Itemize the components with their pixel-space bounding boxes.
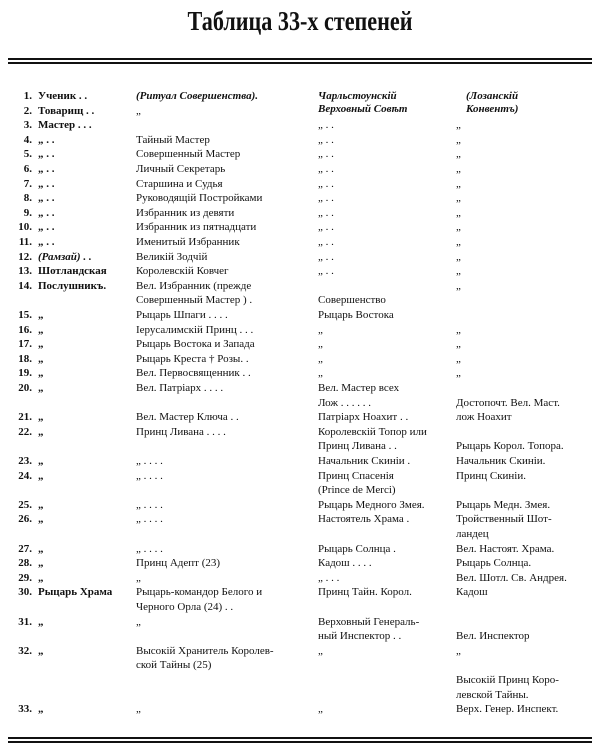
charleston-council-cell: „ . . <box>318 206 334 219</box>
charleston-council-cell: „ . . <box>318 265 334 278</box>
degree-number: 11. <box>18 236 32 248</box>
lausanne-convent-cell: Верх. Генер. Инспект. <box>456 703 559 716</box>
charleston-council-cell: Патріарх Ноахит . . <box>318 411 409 424</box>
lausanne-convent-cell: „ <box>456 265 461 278</box>
charleston-council-cell: Лож . . . . . . <box>318 396 372 409</box>
degree-number: 20. <box>18 382 32 394</box>
charleston-council-cell: „ . . <box>318 221 334 234</box>
lausanne-convent-cell: Тройственный Шот- <box>456 513 552 526</box>
perfection-rite-cell: Руководящій Постройками <box>136 192 263 205</box>
craft-degree-cell: „ <box>38 338 44 351</box>
craft-degree-cell: Шотландская <box>38 265 107 278</box>
lausanne-convent-cell: Вел. Шотл. Св. Андрея. <box>456 571 567 584</box>
charleston-council-cell: (Prince de Merci) <box>318 484 396 497</box>
degree-number: 21. <box>18 411 32 424</box>
perfection-rite-cell: „ <box>136 703 141 716</box>
charleston-council-cell: „ <box>318 323 323 336</box>
degree-number: 27. <box>18 542 32 555</box>
charleston-council-cell: Принц Ливана . . <box>318 440 397 453</box>
charleston-council-cell: Рыцарь Востока <box>318 309 394 321</box>
degree-number: 22. <box>18 425 32 438</box>
lausanne-convent-cell: ландец <box>456 528 489 540</box>
degree-number: 3. <box>23 119 32 132</box>
charleston-council-cell: Королевскій Топор или <box>318 425 427 438</box>
charleston-council-cell: „ . . <box>318 236 334 248</box>
lausanne-convent-cell: Начальник Скиніи. <box>456 455 546 467</box>
header-supreme-council: Верховный Совѣт <box>318 103 408 115</box>
degree-number: 26. <box>18 513 32 526</box>
perfection-rite-cell: Вел. Патріарх . . . . <box>136 382 224 394</box>
craft-degree-cell: „ . . <box>38 221 55 234</box>
lausanne-convent-cell: Рыцарь Солнца. <box>456 557 532 570</box>
degree-number: 2. <box>23 104 32 117</box>
craft-degree-cell: „ <box>38 323 44 336</box>
header-ritual: (Ритуал Совершенства). <box>136 90 258 102</box>
craft-degree-cell: „ <box>38 644 44 657</box>
lausanne-convent-cell: „ <box>456 279 461 292</box>
perfection-rite-cell: Великій Зодчій <box>136 250 208 263</box>
lausanne-convent-cell: „ <box>456 192 461 205</box>
perfection-rite-cell: Королевскій Ковчег <box>136 265 229 278</box>
charleston-council-cell: Принц Спасенія <box>318 469 394 482</box>
lausanne-convent-cell: Вел. Инспектор <box>456 630 530 643</box>
lausanne-convent-cell: лож Ноахит <box>456 411 512 424</box>
degree-number: 1. <box>23 90 32 102</box>
craft-degree-cell: „ <box>38 542 44 555</box>
perfection-rite-cell: Рыцарь Шпаги . . . . <box>136 309 228 321</box>
degree-number: 6. <box>23 163 32 175</box>
craft-degree-cell: (Рамзай) . . <box>38 250 92 263</box>
perfection-rite-cell: Высокій Хранитель Королев- <box>136 644 274 657</box>
craft-degree-cell: Ученик . . <box>38 90 88 102</box>
lausanne-convent-cell: Кадош <box>456 586 488 599</box>
craft-degree-cell: Послушникъ. <box>38 279 107 292</box>
craft-degree-cell: „ . . <box>38 192 55 205</box>
degree-number: 17. <box>18 338 32 351</box>
charleston-council-cell: „ <box>318 367 323 380</box>
degree-number: 15. <box>18 309 32 321</box>
perfection-rite-cell: „ . . . . <box>136 455 163 467</box>
degree-number: 18. <box>18 352 32 365</box>
perfection-rite-cell: Личный Секретарь <box>136 163 226 175</box>
craft-degree-cell: „ <box>38 571 44 584</box>
craft-degree-cell: „ <box>38 367 44 380</box>
degree-number: 13. <box>18 265 32 278</box>
header-convent: Конвентъ) <box>466 103 519 115</box>
perfection-rite-cell: Вел. Первосвященник . . <box>136 367 251 380</box>
charleston-council-cell: „ . . <box>318 133 334 146</box>
lausanne-convent-cell: Вел. Настоят. Храма. <box>456 542 555 555</box>
perfection-rite-cell: Черного Орла (24) . . <box>136 601 234 613</box>
perfection-rite-cell: Принц Ливана . . . . <box>136 425 226 438</box>
perfection-rite-cell: Именитый Избранник <box>136 236 240 248</box>
header-lausanne: (Лозанскій <box>466 90 519 102</box>
charleston-council-cell: Верховный Генераль- <box>318 615 420 628</box>
craft-degree-cell: „ <box>38 352 44 365</box>
charleston-council-cell: „ <box>318 644 323 657</box>
perfection-rite-cell: Принц Адепт (23) <box>136 557 221 570</box>
perfection-rite-cell: Избранник из девяти <box>136 206 235 219</box>
perfection-rite-cell: Іерусалимскій Принц . . . <box>136 323 254 336</box>
perfection-rite-cell: „ . . . . <box>136 498 163 511</box>
craft-degree-cell: „ . . <box>38 163 55 175</box>
lausanne-convent-cell: „ <box>456 133 461 146</box>
perfection-rite-cell: „ . . . . <box>136 542 163 555</box>
perfection-rite-cell: Вел. Избранник (прежде <box>136 279 252 292</box>
craft-degree-cell: Рыцарь Храма <box>38 586 113 599</box>
lausanne-convent-cell: „ <box>456 323 461 336</box>
craft-degree-cell: Товарищ . . <box>38 104 95 117</box>
perfection-rite-cell: „ . . . . <box>136 513 163 526</box>
craft-degree-cell: „ . . <box>38 177 55 190</box>
degree-number: 30. <box>18 586 32 599</box>
lausanne-convent-cell: Рыцарь Корол. Топора. <box>456 440 564 453</box>
craft-degree-cell: „ . . <box>38 206 55 219</box>
craft-degree-cell: „ . . <box>38 133 55 146</box>
lausanne-convent-cell: левской Тайны. <box>456 688 529 701</box>
lausanne-convent-cell: „ <box>456 352 461 365</box>
header-charleston: Чарльстоунскій <box>318 90 397 102</box>
lausanne-convent-cell: Достопочт. Вел. Маст. <box>456 396 560 409</box>
degree-number: 31. <box>18 615 32 628</box>
craft-degree-cell: „ <box>38 703 44 716</box>
charleston-council-cell: „ . . <box>318 177 334 190</box>
degree-number: 16. <box>18 323 32 336</box>
lausanne-convent-cell: „ <box>456 148 461 161</box>
degree-number: 10. <box>18 221 32 234</box>
lausanne-convent-cell: „ <box>456 119 461 132</box>
lausanne-convent-cell: „ <box>456 236 461 248</box>
charleston-council-cell: Настоятель Храма . <box>318 513 410 526</box>
charleston-council-cell: Рыцарь Солнца . <box>318 542 396 555</box>
degree-number: 14. <box>18 279 32 292</box>
craft-degree-cell: „ <box>38 455 44 467</box>
charleston-council-cell: Начальник Скиніи . <box>318 455 411 467</box>
degree-number: 24. <box>18 469 32 482</box>
lausanne-convent-cell: Высокій Принц Коро- <box>456 674 559 686</box>
page-title: Таблица 33-х степеней <box>187 6 413 36</box>
lausanne-convent-cell: „ <box>456 221 461 234</box>
degree-number: 33. <box>18 703 32 716</box>
charleston-council-cell: „ . . <box>318 250 334 263</box>
degree-number: 25. <box>18 498 32 511</box>
charleston-council-cell: „ . . <box>318 192 334 205</box>
perfection-rite-cell: „ <box>136 104 141 117</box>
charleston-council-cell: Рыцарь Медного Змея. <box>318 498 425 511</box>
perfection-rite-cell: Вел. Мастер Ключа . . <box>136 411 239 424</box>
charleston-council-cell: Совершенство <box>318 294 386 307</box>
craft-degree-cell: „ <box>38 309 44 321</box>
charleston-council-cell: Принц Тайн. Корол. <box>318 586 412 599</box>
charleston-council-cell: Вел. Мастер всех <box>318 382 400 394</box>
craft-degree-cell: „ <box>38 615 44 628</box>
craft-degree-cell: „ . . <box>38 236 55 248</box>
charleston-council-cell: Кадош . . . . <box>318 557 372 570</box>
craft-degree-cell: „ <box>38 557 44 570</box>
craft-degree-cell: „ <box>38 382 44 394</box>
lausanne-convent-cell: „ <box>456 367 461 380</box>
charleston-council-cell: „ . . <box>318 148 334 161</box>
charleston-council-cell: „ <box>318 352 323 365</box>
perfection-rite-cell: Старшина и Судья <box>136 177 223 190</box>
craft-degree-cell: Мастер . . . <box>38 119 92 132</box>
charleston-council-cell: „ . . . <box>318 571 340 584</box>
perfection-rite-cell: Совершенный Мастер ) . <box>136 294 253 307</box>
lausanne-convent-cell: „ <box>456 644 461 657</box>
perfection-rite-cell: „ . . . . <box>136 469 163 482</box>
degree-number: 12. <box>18 250 32 263</box>
craft-degree-cell: „ <box>38 425 44 438</box>
perfection-rite-cell: Рыцарь Востока и Запада <box>136 338 255 351</box>
perfection-rite-cell: „ <box>136 571 141 584</box>
lausanne-convent-cell: Принц Скиніи. <box>456 469 527 482</box>
charleston-council-cell: ный Инспектор . . <box>318 630 402 643</box>
perfection-rite-cell: Избранник из пятнадцати <box>136 221 257 234</box>
charleston-council-cell: „ . . <box>318 119 334 132</box>
charleston-council-cell: „ <box>318 338 323 351</box>
lausanne-convent-cell: „ <box>456 250 461 263</box>
degree-number: 7. <box>23 177 32 190</box>
lausanne-convent-cell: „ <box>456 338 461 351</box>
perfection-rite-cell: Рыцарь Креста † Розы. . <box>136 352 249 365</box>
degree-number: 28. <box>18 557 32 570</box>
degree-number: 23. <box>18 455 32 467</box>
degree-number: 5. <box>23 148 32 161</box>
craft-degree-cell: „ <box>38 513 44 526</box>
degree-number: 8. <box>23 192 32 205</box>
lausanne-convent-cell: „ <box>456 206 461 219</box>
perfection-rite-cell: „ <box>136 615 141 628</box>
degree-number: 29. <box>18 571 32 584</box>
charleston-council-cell: „ <box>318 703 323 716</box>
perfection-rite-cell: ской Тайны (25) <box>136 659 212 672</box>
lausanne-convent-cell: Рыцарь Медн. Змея. <box>456 498 551 511</box>
craft-degree-cell: „ <box>38 411 44 424</box>
craft-degree-cell: „ <box>38 469 44 482</box>
degree-number: 32. <box>18 644 32 657</box>
craft-degree-cell: „ . . <box>38 148 55 161</box>
charleston-council-cell: „ . . <box>318 163 334 175</box>
degree-number: 9. <box>23 206 32 219</box>
lausanne-convent-cell: „ <box>456 163 461 175</box>
degree-number: 19. <box>18 367 32 380</box>
perfection-rite-cell: Рыцарь-командор Белого и <box>136 586 263 599</box>
craft-degree-cell: „ <box>38 498 44 511</box>
lausanne-convent-cell: „ <box>456 177 461 190</box>
perfection-rite-cell: Совершенный Мастер <box>136 148 241 161</box>
perfection-rite-cell: Тайный Мастер <box>136 133 210 146</box>
degree-number: 4. <box>23 133 32 146</box>
